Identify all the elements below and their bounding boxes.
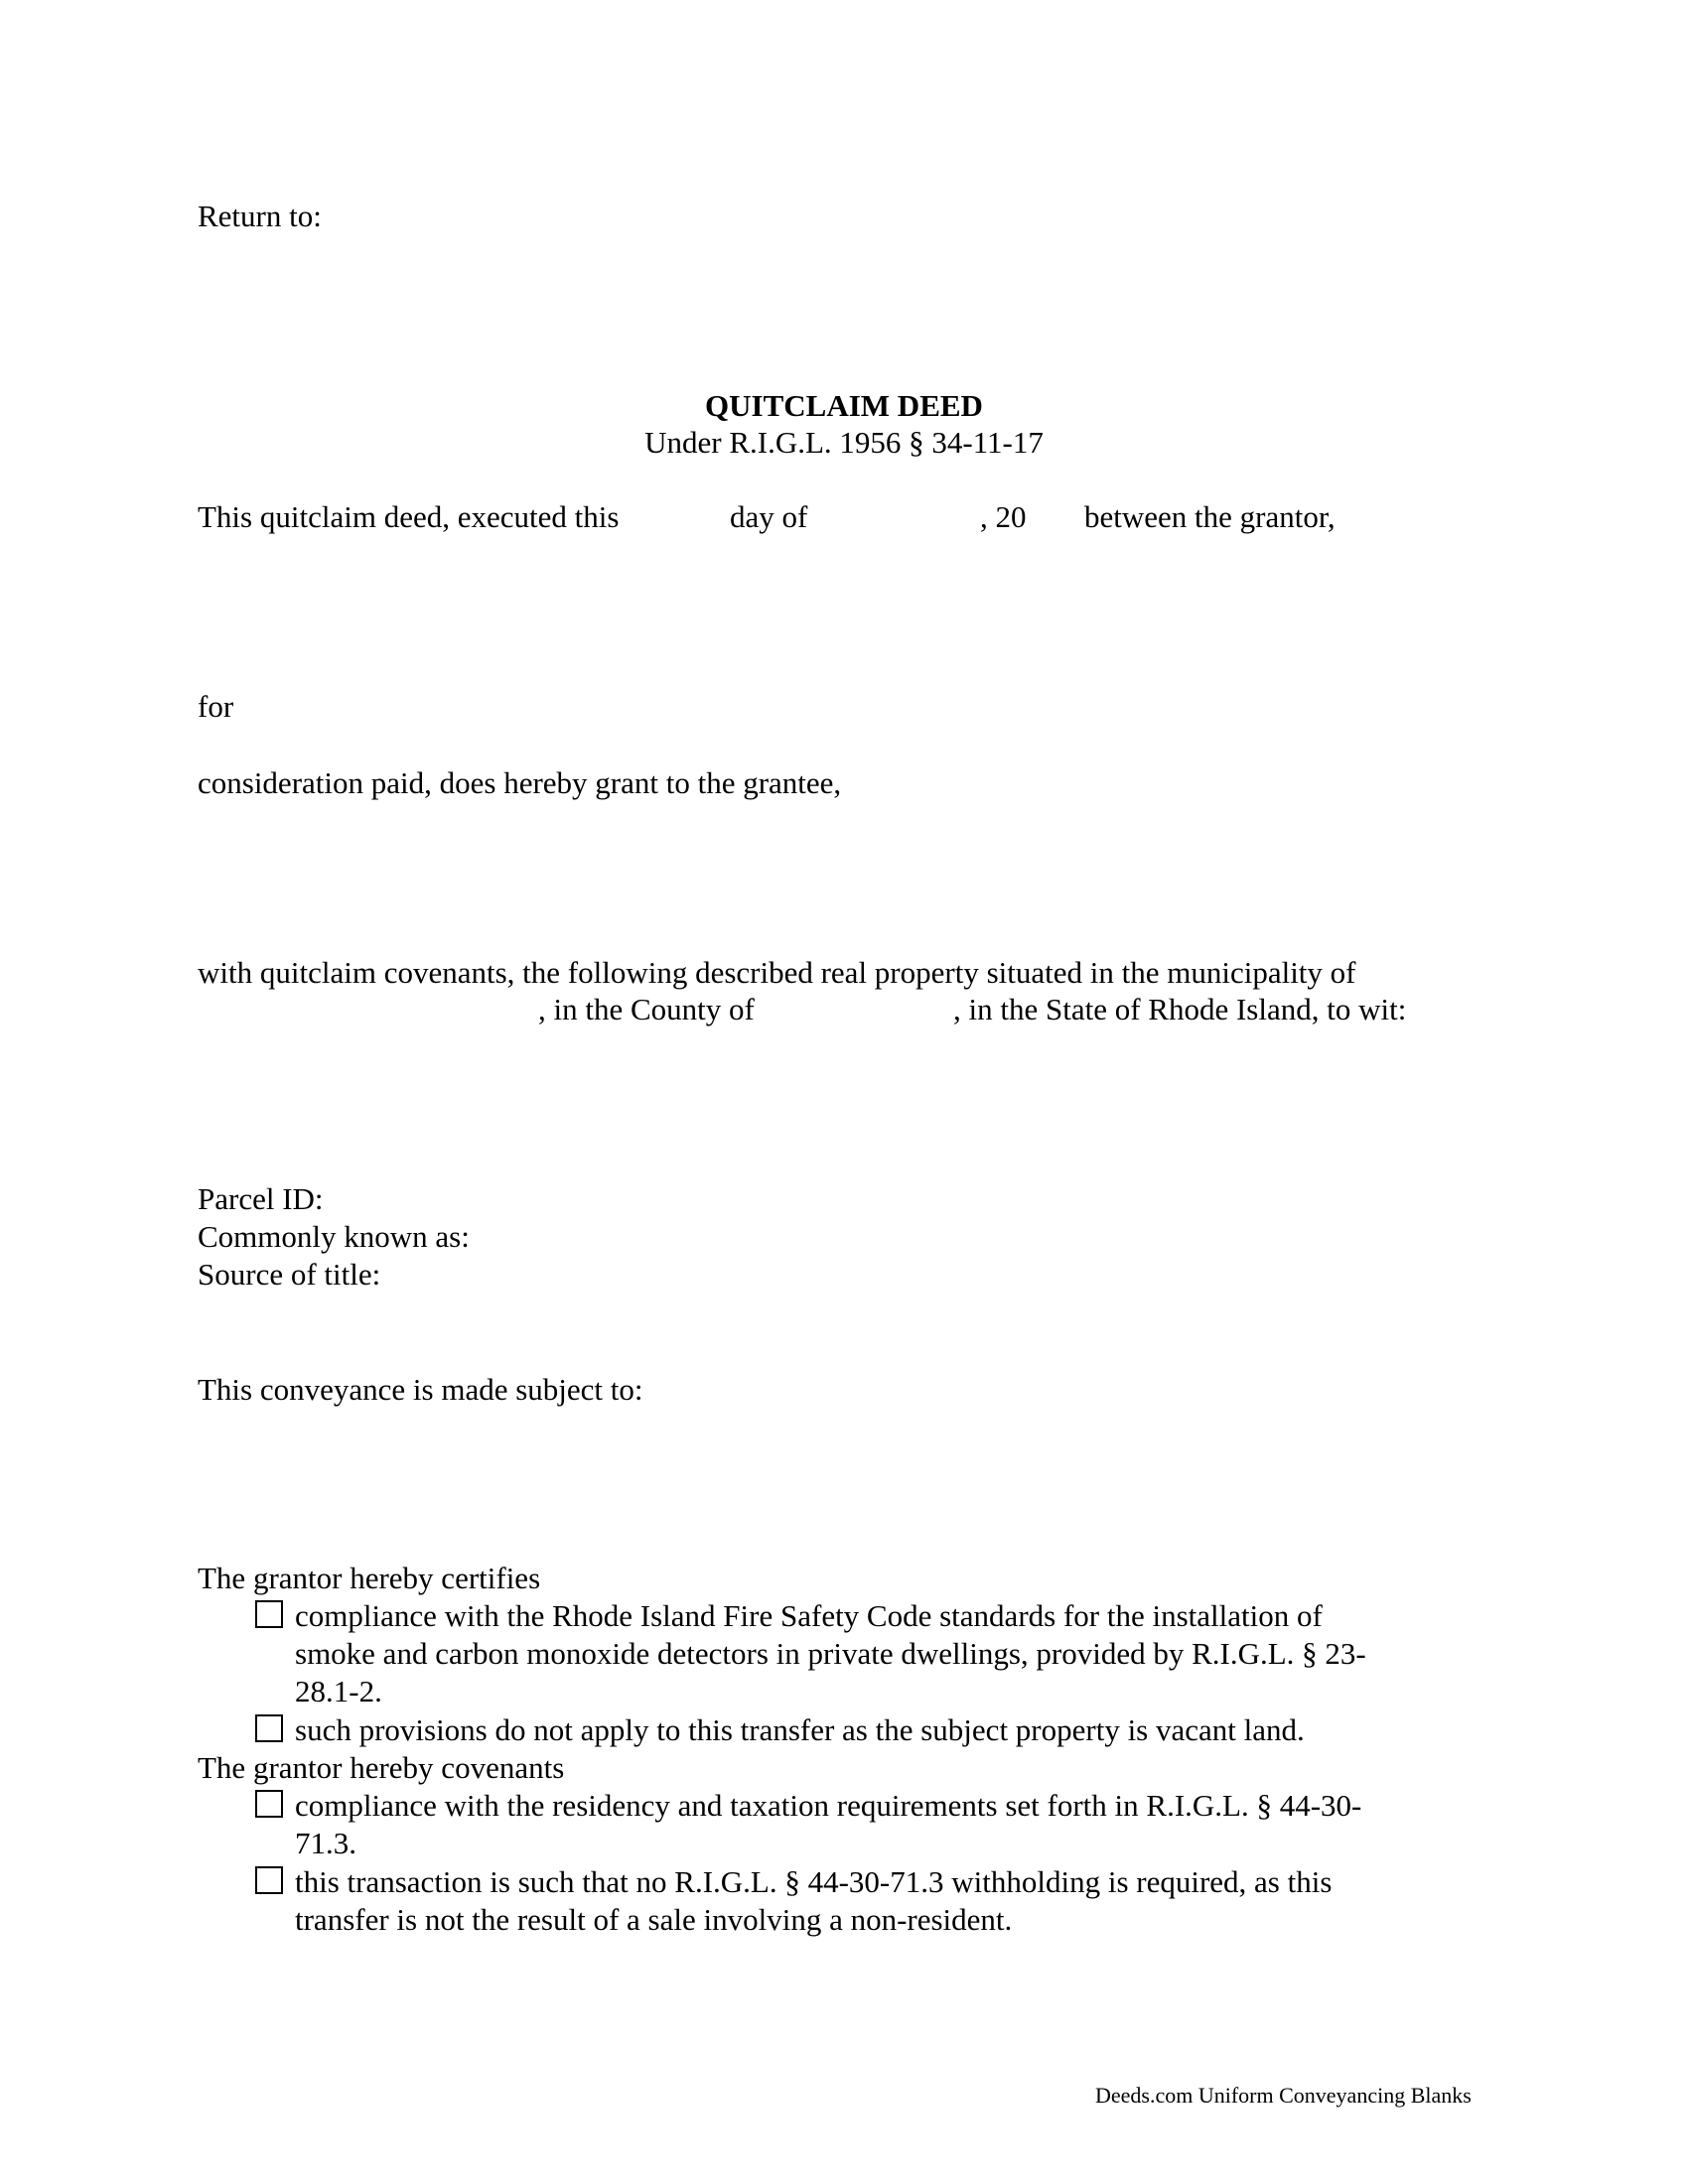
covenant-residency-text: compliance with the residency and taxation requirements set forth in R.I.G.L. § 44-30- 71.3. — [295, 1788, 1362, 1860]
execution-text-1: This quitclaim deed, executed this — [198, 499, 620, 534]
conveyance-subject-text: This conveyance is made subject to: — [198, 1372, 643, 1407]
document-subtitle: Under R.I.G.L. 1956 § 34-11-17 — [644, 425, 1044, 460]
property-state-text: , in the State of Rhode Island, to wit: — [953, 992, 1407, 1026]
covenant-no-withholding-text: this transaction is such that no R.I.G.L. § 44-30-71.3 withholding is required, as this transfer is not the result of a sale involving a non-resident. — [295, 1864, 1333, 1937]
document-title: QUITCLAIM DEED — [705, 388, 983, 423]
certify-fire-safety-text: compliance with the Rhode Island Fire Safety Code standards for the installation of smoke and carbon monoxide detectors in private dwellings, provided by R.I.G.L. § 23- 28.1-2. — [295, 1598, 1366, 1708]
execution-text-4: between the grantor, — [1084, 499, 1336, 534]
parcel-id-label: Parcel ID: — [198, 1181, 324, 1216]
execution-text-3: , 20 — [980, 499, 1027, 534]
footer-text: Deeds.com Uniform Conveyancing Blanks — [1095, 2083, 1472, 2108]
for-label: for — [198, 689, 234, 724]
execution-text-2: day of — [730, 499, 808, 534]
return-to-label: Return to: — [198, 199, 322, 233]
checkbox[interactable] — [255, 1714, 283, 1742]
covenants-heading: The grantor hereby covenants — [198, 1750, 565, 1785]
checkbox[interactable] — [255, 1600, 283, 1628]
property-description-line-1: with quitclaim covenants, the following described real property situated in the municipality of — [198, 955, 1356, 990]
commonly-known-label: Commonly known as: — [198, 1219, 470, 1254]
checkbox[interactable] — [255, 1866, 283, 1894]
certify-vacant-land-text: such provisions do not apply to this transfer as the subject property is vacant land. — [295, 1712, 1305, 1747]
certifies-heading: The grantor hereby certifies — [198, 1561, 541, 1595]
property-county-text: , in the County of — [538, 992, 755, 1026]
consideration-text: consideration paid, does hereby grant to the grantee, — [198, 765, 842, 800]
source-of-title-label: Source of title: — [198, 1257, 381, 1292]
checkbox[interactable] — [255, 1790, 283, 1818]
